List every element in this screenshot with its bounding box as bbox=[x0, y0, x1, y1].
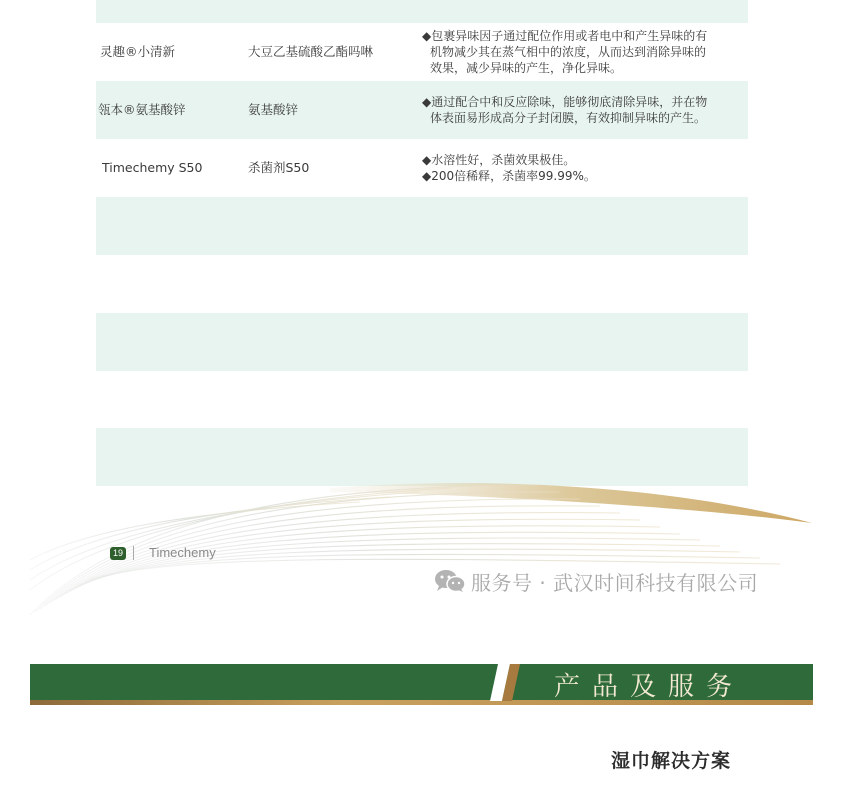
product-description bbox=[422, 94, 748, 126]
table-row bbox=[96, 313, 748, 371]
product-ingredient: 大豆乙基硫酸乙酯吗啉 bbox=[248, 44, 374, 59]
table-row bbox=[96, 197, 748, 255]
description-line: 体表面易形成高分子封闭膜，有效抑制异味的产生。 bbox=[430, 111, 707, 125]
product-name: 灵趣®小清新 bbox=[100, 44, 176, 59]
product-description bbox=[422, 28, 748, 76]
description-line: ◆200倍稀释，杀菌率99.99%。 bbox=[422, 169, 596, 183]
product-name: 瓴本®氨基酸锌 bbox=[98, 102, 186, 117]
banner-slash-decoration bbox=[490, 664, 530, 705]
table-row bbox=[96, 81, 748, 139]
footer-brand: Timechemy bbox=[149, 545, 216, 560]
description-line: ◆包裹异味因子通过配位作用或者电中和产生异味的有 bbox=[422, 29, 708, 43]
product-ingredient: 杀菌剂S50 bbox=[248, 160, 310, 175]
product-table bbox=[96, 0, 748, 486]
banner-title: 产品及服务 bbox=[554, 672, 745, 702]
page-number-badge: 19 bbox=[110, 547, 126, 560]
description-line: ◆通过配合中和反应除味，能够彻底清除异味，并在物 bbox=[422, 95, 708, 109]
description-line: 机物减少其在蒸气相中的浓度，从而达到消除异味的 bbox=[430, 45, 707, 59]
table-row bbox=[96, 371, 748, 428]
description-line: ◆水溶性好，杀菌效果极佳。 bbox=[422, 153, 576, 167]
wechat-icon bbox=[434, 569, 466, 593]
watermark-text: 服务号 · 武汉时间科技有限公司 bbox=[471, 571, 759, 595]
table-row bbox=[96, 23, 748, 81]
description-line: 效果，减少异味的产生，净化异味。 bbox=[430, 61, 623, 75]
table-row bbox=[96, 255, 748, 313]
product-ingredient: 氨基酸锌 bbox=[248, 102, 299, 117]
table-row bbox=[96, 139, 748, 197]
footer-divider bbox=[133, 546, 134, 560]
product-description bbox=[422, 152, 748, 184]
product-name: Timechemy S50 bbox=[102, 160, 203, 175]
table-row bbox=[96, 0, 748, 23]
subsection-title: 湿巾解决方案 bbox=[611, 750, 732, 772]
